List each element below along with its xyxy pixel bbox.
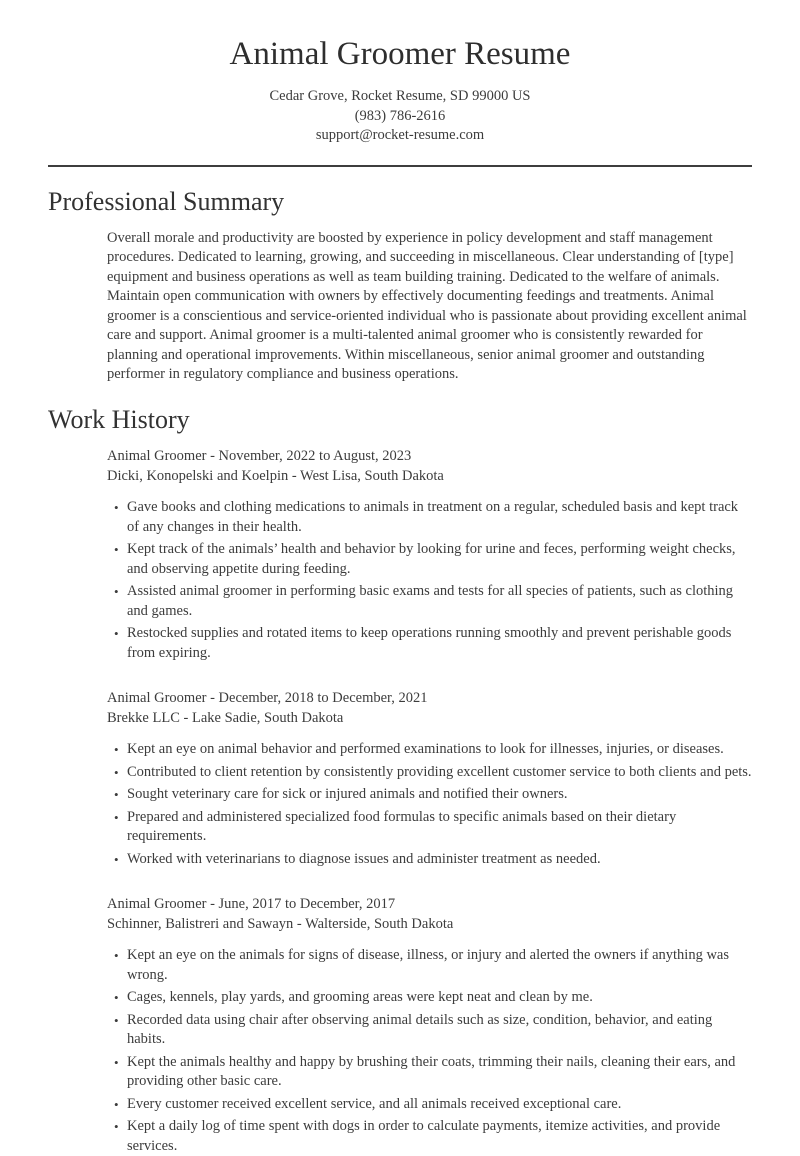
contact-phone: (983) 786-2616 <box>354 107 446 124</box>
job-company: Brekke LLC - Lake Sadie, South Dakota <box>107 709 344 726</box>
job-bullet: • Worked with veterinarians to diagnose issues and administer treatment as needed. <box>127 850 752 870</box>
job-bullets <box>107 946 752 1156</box>
page-title: Animal Groomer Resume <box>229 36 571 72</box>
job-bullet: • Kept the animals healthy and happy by brushing their coats, trimming their nails, cleaning their ears, and providing other basic care. <box>127 1053 752 1092</box>
job-bullets <box>107 498 752 663</box>
job-company: Dicki, Konopelski and Koelpin - West Lisa, South Dakota <box>107 467 444 484</box>
job-entry <box>107 895 752 1156</box>
section-heading-professional-summary: Professional Summary <box>48 186 285 216</box>
job-bullet: • Recorded data using chair after observing animal details such as size, condition, behavior, and eating habits. <box>127 1011 752 1050</box>
contact-address: Cedar Grove, Rocket Resume, SD 99000 US <box>269 88 531 105</box>
job-bullet: • Kept an eye on the animals for signs of disease, illness, or injury and alerted the owners if anything was wrong. <box>127 946 752 985</box>
job-title: Animal Groomer - December, 2018 to December, 2021 <box>107 690 428 707</box>
job-bullet: • Every customer received excellent service, and all animals received exceptional care. <box>127 1095 752 1115</box>
job-bullet: • Kept an eye on animal behavior and performed examinations to look for illnesses, injuries, or diseases. <box>127 740 752 760</box>
job-bullet: • Assisted animal groomer in performing basic exams and tests for all species of patients, such as clothing and games. <box>127 582 752 621</box>
job-bullet: • Kept a daily log of time spent with dogs in order to calculate payments, itemize activities, and provide services. <box>127 1117 752 1156</box>
contact-email: support@rocket-resume.com <box>315 127 485 144</box>
job-entry <box>107 447 752 663</box>
job-entry <box>107 689 752 869</box>
job-title: Animal Groomer - June, 2017 to December, 2017 <box>107 896 396 913</box>
job-bullet: • Restocked supplies and rotated items to keep operations running smoothly and prevent perishable goods from expiring. <box>127 624 752 663</box>
job-title: Animal Groomer - November, 2022 to August, 2023 <box>107 448 412 465</box>
summary-text: Overall morale and productivity are boosted by experience in policy development and staff management procedures. Dedicated to learning, growing, and succeeding in miscellaneous. Clear understanding of [type] equipment and business operations as well as team building training. Dedicated to the welfare of animals. Maintain open communication with owners by effectively documenting feedings and treatments. Animal groomer is a conscientious and service-oriented individual who is passionate about providing excellent animal care and support. Animal groomer is a multi-talented animal groomer who is consistently rewarded for planning and operational improvements. Within miscellaneous, senior animal groomer and outstanding performer in regulatory compliance and business operations. <box>107 229 747 383</box>
section-heading-work-history: Work History <box>48 404 190 434</box>
job-company: Schinner, Balistreri and Sawayn - Walterside, South Dakota <box>107 915 454 932</box>
job-bullet: • Kept track of the animals’ health and behavior by looking for urine and feces, performing weight checks, and observing appetite during feeding. <box>127 540 752 579</box>
job-list <box>48 447 752 1156</box>
job-bullet: • Gave books and clothing medications to animals in treatment on a regular, scheduled basis and kept track of any changes in their health. <box>127 498 752 537</box>
job-bullet: • Cages, kennels, play yards, and grooming areas were kept neat and clean by me. <box>127 988 752 1008</box>
job-bullets <box>107 740 752 869</box>
contact-block <box>48 87 752 146</box>
job-bullet: • Prepared and administered specialized food formulas to specific animals based on their dietary requirements. <box>127 808 752 847</box>
header-divider <box>48 165 752 167</box>
job-bullet: • Sought veterinary care for sick or injured animals and notified their owners. <box>127 785 752 805</box>
job-bullet: • Contributed to client retention by consistently providing excellent customer service to both clients and pets. <box>127 763 752 783</box>
